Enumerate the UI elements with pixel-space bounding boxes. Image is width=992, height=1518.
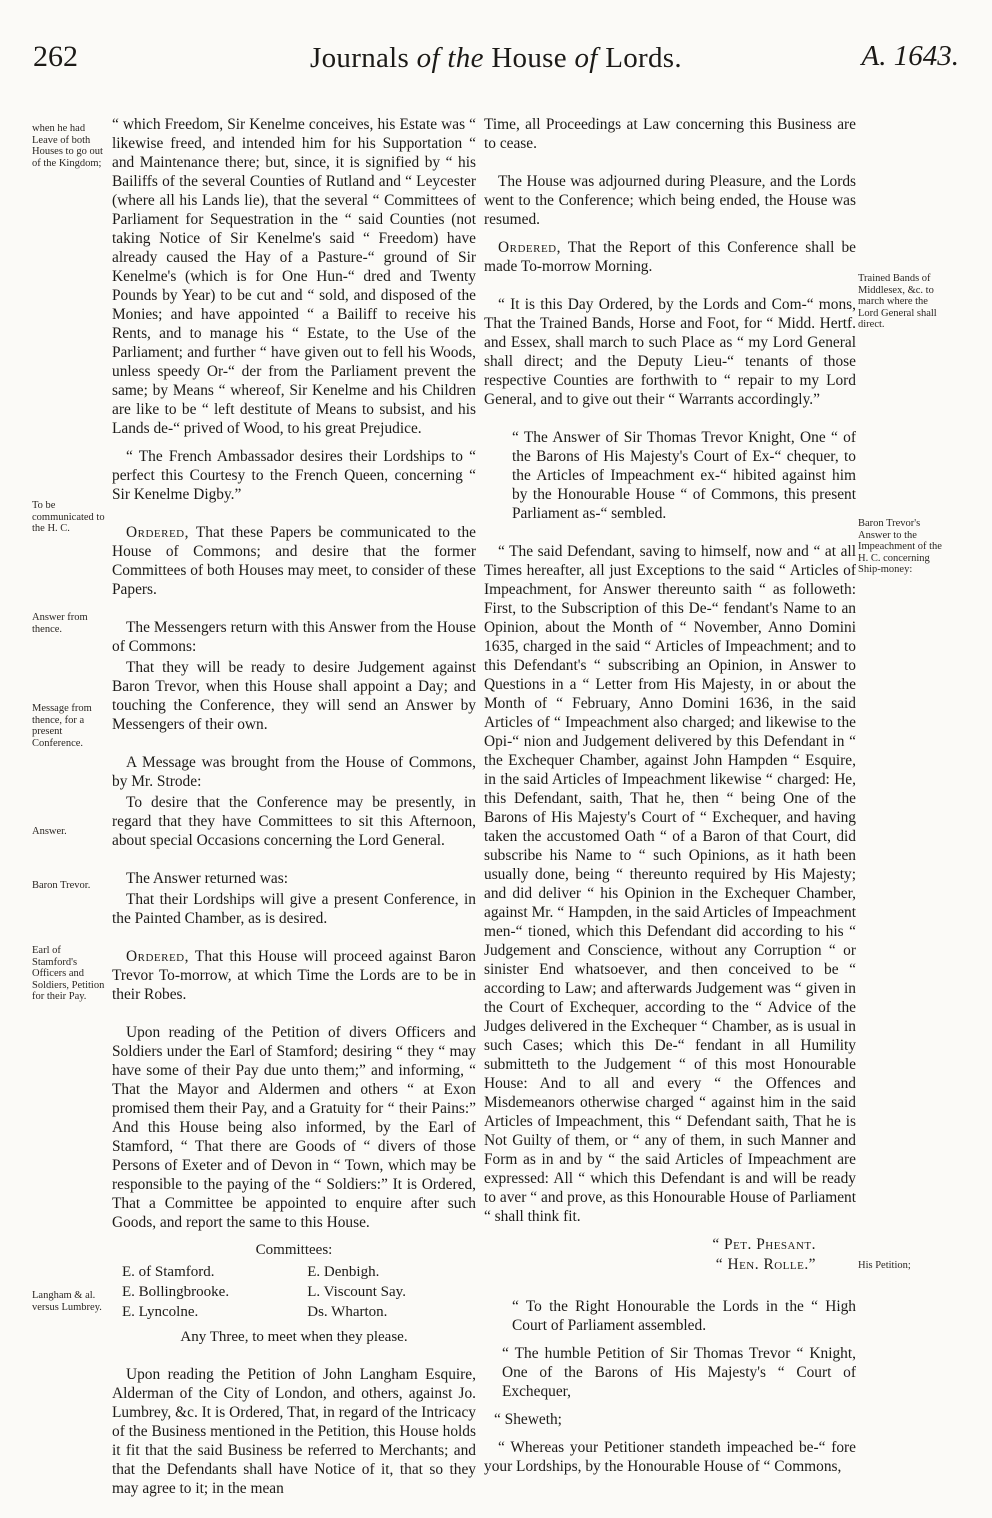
- paragraph-to-lords: “ To the Right Honourable the Lords in the “ High Court of Parliament assembled.: [512, 1298, 856, 1334]
- signature-rolle: “ Hen. Rolle.”: [715, 1256, 816, 1273]
- ordered-label: Ordered,: [126, 948, 189, 965]
- paragraph-french-ambassador: “ The French Ambassador desires their Lordships to “ perfect this Courtesy to the French Queen, concerning “ Sir Kenelme Digby.”: [112, 448, 476, 503]
- committees-list: [112, 1241, 476, 1347]
- paragraph-whereas: “ Whereas your Petitioner standeth impeached be-“ fore your Lordships, by the Honourable House of “ Commons,: [484, 1439, 856, 1475]
- paragraph-trained-bands: “ It is this Day Ordered, by the Lords and Com-“ mons, That the Trained Bands, Horse and Foot, for “ Midd. Hertf. and Essex, shall march to such Place as “ my Lord General shall direct; and the Deputy Lieu-“ tenants of those respective Counties are forthwith to “ repair to my Lord General, and to give out their “ Warrants accordingly.”: [484, 296, 856, 408]
- answer-heading: “ The Answer of Sir Thomas Trevor Knight, One “ of the Barons of His Majesty's Court of Ex-“ chequer, to the Articles of Impeachment ex-“ hibited against him by the Honourable House “ of Commons, this present Parliament as-“ sembled.: [512, 429, 856, 522]
- ordered-text: That these Papers be communicated to the House of Commons; and desire that the former Committees of both Houses may meet, to consider of these Papers.: [112, 524, 476, 598]
- paragraph-messengers: The Messengers return with this Answer from the House of Commons:: [112, 619, 476, 655]
- paragraph-lordships: That their Lordships will give a present Conference, in the Painted Chamber, as is desired.: [112, 891, 476, 927]
- signatures: [484, 1235, 856, 1275]
- paragraph-defendant: “ The said Defendant, saving to himself, now and “ at all Times hereafter, all just Exceptions to the said “ Articles of Impeachment, for Answer thereunto saith “ as followeth: First, to the Subscription of this De-“ fendant's Name to an Opinion, about the Month of “ November, Anno Domini 1635, charged in the said “ Articles of Impeachment; and to this Defendant's “ subscribing an Opinion, in Answer to Questions in a “ Letter from His Majesty, in or about the Month of “ February, Anno Domini 1636, in the said Articles of “ Impeachment also charged; and likewise to the Opi-“ nion and Judgement delivered by this Defendant in “ the Exchequer Chamber, against John Hampden “ Esquire, in the said Articles of Impeachment likewise “ charged: He, this Defendant, saith, That he, then “ being One of the Barons of His Majesty's Court of “ Exchequer, and having taken the accustomed Oath “ of a Baron of that Court, did subscribe his Name to “ such Opinions, as it hath been usually done, being “ thereunto required by His Majesty; and did deliver “ his Opinion in the Exchequer Chamber, against Mr. “ Hampden, in the said Articles of Impeachment men-“ tioned, which this Defendant did according to his “ Judgement and Conscience, without any Corruption “ or sinister End whatsoever, and then conceived to be “ according to Law; and afterwards Judgement was “ given in the Court of Exchequer, according to the “ Advice of the Judges delivered in the Exchequer “ Chamber, as is usual in such Cases; which this De-“ fendant in all Humility submitteth to the Judgement “ of this most Honourable House: And to all and every “ the Offences and Misdemeanors otherwise charged “ against him in the said Articles of Impeachment, this “ Defendant saith, That he is Not Guilty of them, or “ any of them, in such Manner and Form as in and by “ the said Articles of Impeachment are expressed: All “ which this Defendant is and will be ready to aver “ and prove, as this Honourable House of Parliament “ shall think fit.: [484, 543, 856, 1225]
- margin-note-his-petition: His Petition;: [858, 1260, 911, 1271]
- margin-note-message-from: Message from thence, for a present Conference.: [32, 703, 92, 749]
- paragraph-adjourned: The House was adjourned during Pleasure, and the Lords went to the Conference; which being ended, the House was resumed.: [484, 173, 856, 228]
- paragraph-kenelme-estate: “ which Freedom, Sir Kenelme conceives, his Estate was “ likewise freed, and intended him for his Supportation “ and Maintenance there; but, since, it is signified by “ his Bailiffs of the several Counties of Rutland and “ Leycester (where all his Lands lie), that the several “ Committees of Parliament for Sequestration in the “ said Counties (not taking Notice of Sir Kenelme's said “ Freedom) have already caused the Hay of a Pasture-“ ground of Sir Kenelme's (which is for One Hun-“ dred and Twenty Pounds by Year) to be cut and “ sold, and disposed of the Monies; and have appointed “ a Bailiff to receive his Rents, and to manage his “ Estate, to the Use of the Parliament; and further “ have given out to fell his Woods, unless speedy Or-“ der from the Parliament prevent the same; by Means “ whereof, Sir Kenelme and his Children are like to be “ left destitute of Means to subsist, and his Lands de-“ prived of Wood, to his great Prejudice.: [112, 116, 476, 437]
- margin-note-leave: when he had Leave of both Houses to go out of the Kingdom;: [32, 123, 103, 169]
- page-number: 262: [33, 40, 78, 73]
- committee-member: E. Bollingbrooke.: [122, 1284, 230, 1300]
- title-lords: Lords.: [605, 42, 682, 74]
- paragraph-ordered-communicate: [112, 523, 476, 599]
- margin-note-communicated: To be communicated to the H. C.: [32, 500, 105, 534]
- committees-table: [112, 1262, 476, 1322]
- page-header: [0, 40, 992, 120]
- committee-member: E. of Stamford.: [122, 1264, 215, 1280]
- paragraph-humble-petition: “ The humble Petition of Sir Thomas Trevor “ Knight, One of the Barons of His Majesty's “ Court of Exchequer,: [502, 1345, 856, 1400]
- margin-note-trained-bands: Trained Bands of Middlesex, &c. to march where the Lord General shall direct.: [858, 273, 937, 330]
- committees-title: Committees:: [255, 1242, 333, 1258]
- paragraph-message: A Message was brought from the House of Commons, by Mr. Strode:: [112, 754, 476, 790]
- ordered-label: Ordered,: [126, 524, 189, 541]
- journal-title: [0, 42, 992, 75]
- ordered-text: That the Report of this Conference shall be made To-morrow Morning.: [484, 239, 856, 275]
- ordered-text: That this House will proceed against Baron Trevor To-morrow, at which Time the Lords are to be in their Robes.: [112, 948, 476, 1003]
- margin-note-answer: Answer.: [32, 826, 67, 837]
- paragraph-continuation: Time, all Proceedings at Law concerning this Business are to cease.: [484, 116, 856, 152]
- paragraph-sheweth: “ Sheweth;: [494, 1411, 562, 1428]
- left-column: [112, 115, 476, 1507]
- paragraph-petition-stamford: Upon reading of the Petition of divers Officers and Soldiers under the Earl of Stamford; desiring “ they “ may have some of their Pay due unto them;” and informing, “ That the Mayor and Aldermen and others “ at Exon promised them their Pay, and a Gratuity for “ their Pains:” And this House being also informed, by the Earl of Stamford, “ That there are Goods of “ divers of those Persons of Exeter and of Devon in “ Town, which may be responsible to the paying of the “ Soldiers:” It is Ordered, That a Committee be appointed to enquire after such Goods, and report the same to this House.: [112, 1024, 476, 1231]
- margin-note-answer-from: Answer from thence.: [32, 612, 88, 635]
- paragraph-ordered-report: [484, 238, 856, 276]
- committee-member: E. Denbigh.: [307, 1264, 380, 1280]
- title-of-2: of: [574, 42, 598, 74]
- paragraph-judgement: That they will be ready to desire Judgement against Baron Trevor, when this House shall appoint a Day; and touching the Conference, they will send an Answer by Messengers of their own.: [112, 659, 476, 733]
- any-three: Any Three, to meet when they please.: [180, 1329, 408, 1345]
- paragraph-desire: To desire that the Conference may be presently, in regard that they have Committees to sit this Afternoon, about special Occasions concerning the Lord General.: [112, 794, 476, 849]
- paragraph-langham: Upon reading the Petition of John Langham Esquire, Alderman of the City of London, and others, against Jo. Lumbrey, &c. It is Ordered, That, in regard of the Intricacy of the Business mentioned in the Petition, this House holds it fit that the said Business be referred to Merchants; and that the Defendants shall have Notice of it, that so they may agree to it; in the mean: [112, 1366, 476, 1497]
- ordered-label: Ordered,: [498, 239, 561, 256]
- title-house: House: [491, 42, 567, 74]
- margin-note-trevor-answer: Baron Trevor's Answer to the Impeachment of the H. C. concerning Ship-money:: [858, 518, 942, 575]
- committee-member: E. Lyncolne.: [122, 1304, 199, 1320]
- margin-note-baron-trevor: Baron Trevor.: [32, 880, 91, 891]
- paragraph-ordered-trevor: [112, 947, 476, 1004]
- paragraph-answer-returned: The Answer returned was:: [126, 870, 288, 887]
- signature-phesant: “ Pet. Phesant.: [712, 1236, 816, 1253]
- committee-member: L. Viscount Say.: [307, 1284, 406, 1300]
- title-the: the: [447, 42, 484, 74]
- committee-member: Ds. Wharton.: [307, 1304, 388, 1320]
- title-of: of: [416, 42, 440, 74]
- margin-note-stamford: Earl of Stamford's Officers and Soldiers, Petition for their Pay.: [32, 945, 105, 1002]
- margin-note-langham: Langham & al. versus Lumbrey.: [32, 1290, 102, 1313]
- page-year: A. 1643.: [861, 40, 959, 72]
- title-journals: Journals: [310, 42, 410, 74]
- right-column: [484, 115, 856, 1485]
